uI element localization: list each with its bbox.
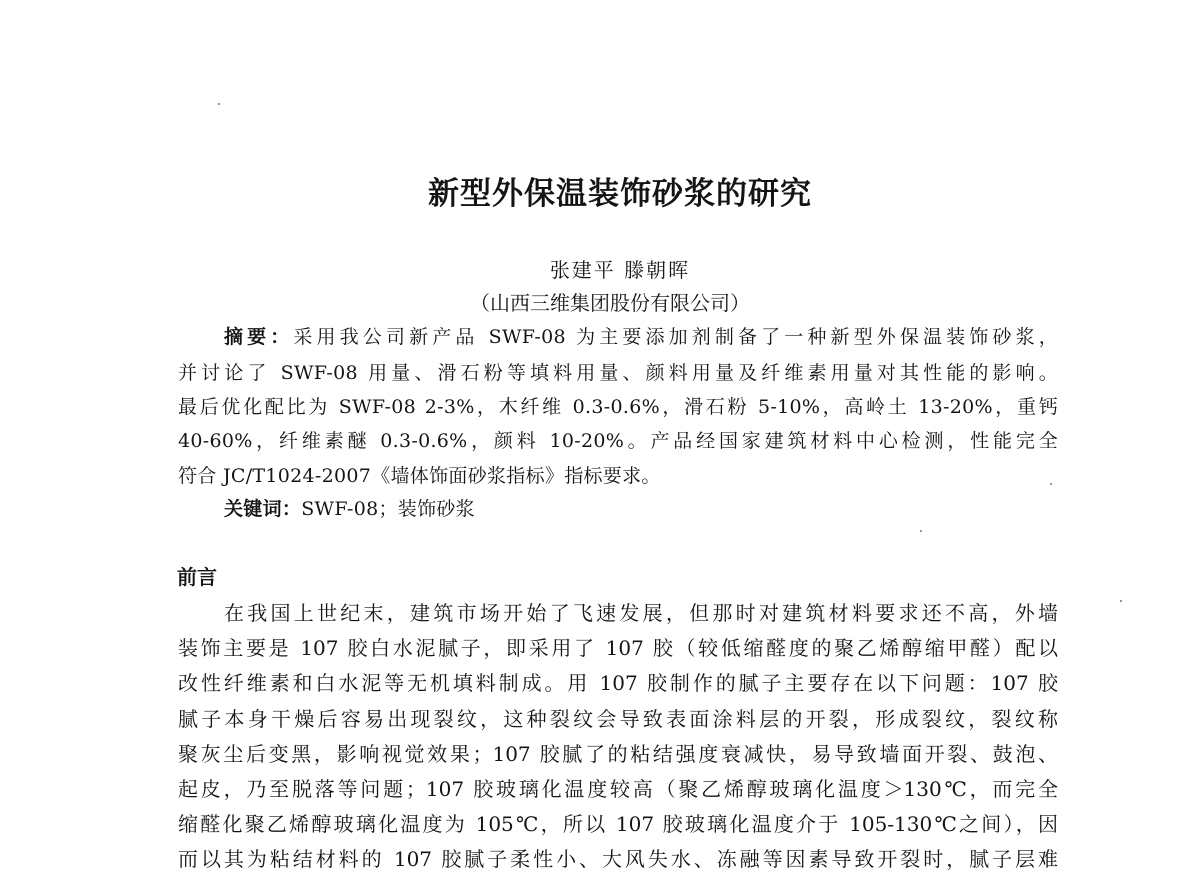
body-line: 改性纤维素和白水泥等无机填料制成。用 107 胶制作的腻子主要存在以下问题：107 胶 xyxy=(178,671,1058,695)
abstract-label: 摘要： xyxy=(224,326,294,348)
scan-speck xyxy=(1120,600,1122,602)
body-line: 在我国上世纪末，建筑市场开始了飞速发展，但那时对建筑材料要求还不高，外墙 xyxy=(224,601,1058,625)
paper-title: 新型外保温装饰砂浆的研究 xyxy=(428,176,812,212)
body-line: 聚灰尘后变黑，影响视觉效果；107 胶腻了的粘结强度衰减快，易导致墙面开裂、鼓泡、 xyxy=(178,742,1058,766)
keywords-line xyxy=(224,494,475,521)
section-heading: 前言 xyxy=(177,565,217,589)
abstract-line-3: 最后优化配比为 SWF-08 2-3%，木纤维 0.3-0.6%，滑石粉 5-10%，高岭土 13-20%，重钙 xyxy=(178,396,1058,418)
scan-speck xyxy=(1050,483,1052,485)
body-line: 起皮，乃至脱落等问题；107 胶玻璃化温度较高（聚乙烯醇玻璃化温度＞130℃，而完全 xyxy=(178,777,1058,801)
body-line: 装饰主要是 107 胶白水泥腻子，即采用了 107 胶（较低缩醛度的聚乙烯醇缩甲醛）配以 xyxy=(178,636,1058,660)
body-line: 而以其为粘结材料的 107 胶腻子柔性小、大风失水、冻融等因素导致开裂时，腻子层难 xyxy=(178,847,1058,871)
keywords-label: 关键词： xyxy=(224,498,302,520)
scan-speck xyxy=(218,103,220,105)
abstract-text: 采用我公司新产品 SWF-08 为主要添加剂制备了一种新型外保温装饰砂浆， xyxy=(293,326,1059,348)
body-line: 缩醛化聚乙烯醇玻璃化温度为 105℃，所以 107 胶玻璃化温度介于 105-130℃之间），因 xyxy=(178,812,1058,836)
scan-speck xyxy=(920,530,922,532)
affiliation: （山西三维集团股份有限公司） xyxy=(470,291,750,315)
abstract-line-4: 40-60%，纤维素醚 0.3-0.6%，颜料 10-20%。产品经国家建筑材料中心检测，性能完全 xyxy=(178,430,1058,452)
abstract-line-2: 并讨论了 SWF-08 用量、滑石粉等填料用量、颜料用量及纤维素用量对其性能的影响。 xyxy=(178,362,1058,384)
body-line: 腻子本身干燥后容易出现裂纹，这种裂纹会导致表面涂料层的开裂，形成裂纹，裂纹称 xyxy=(178,707,1058,731)
authors: 张建平 滕朝晖 xyxy=(549,258,691,282)
keywords-text: SWF-08；装饰砂浆 xyxy=(301,498,475,520)
abstract-line-1 xyxy=(224,322,1058,349)
abstract-line-5: 符合 JC/T1024-2007《墙体饰面砂浆指标》指标要求。 xyxy=(178,465,661,487)
